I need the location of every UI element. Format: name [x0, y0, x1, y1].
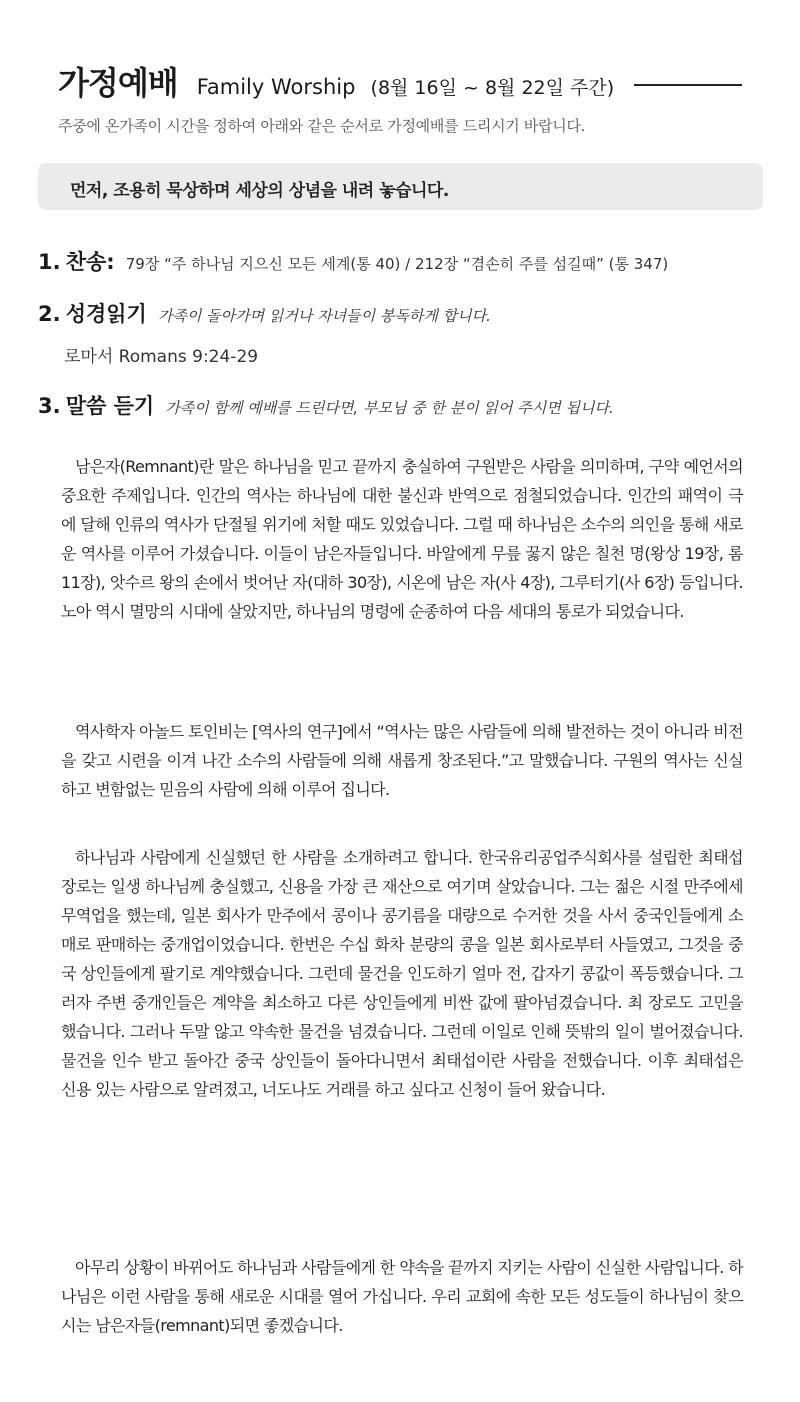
item-note: 가족이 함께 예배를 드린다면, 부모님 중 한 분이 읽어 주시면 됩니다. — [165, 399, 614, 417]
scripture-reference: 로마서 Romans 9:24-29 — [64, 347, 259, 367]
item-number: 3. — [38, 394, 61, 418]
sermon-paragraph: 역사학자 아놀드 토인비는 [역사의 연구]에서 “역사는 많은 사람들에 의해 발전하는 것이 아니라 비전을 갖고 시련을 이겨 나간 소수의 사람들에 의해 새롭게 창조된다.”고 말했습니다. 구원의 역사는 신실하고 변함없는 믿음의 사람에 의해 이루어 집니다. — [61, 722, 743, 799]
item-bible-reading — [38, 298, 491, 328]
item-note: 가족이 돌아가며 읽거나 자녀들이 봉독하게 합니다. — [157, 307, 491, 325]
page-title: 가정예배 — [58, 64, 178, 102]
item-sermon — [38, 390, 614, 420]
sermon-paragraph: 남은자(Remnant)란 말은 하나님을 믿고 끝까지 충실하여 구원받은 사람을 의미하며, 구약 예언서의 중요한 주제입니다. 인간의 역사는 하나님에 대한 불신과 반역으로 점철되었습니다. 인간의 패역이 극에 달해 인류의 역사가 단절될 위기에 처할 때도 있었습니다. 그럴 때 하나님은 소수의 의인을 통해 새로운 역사를 이루어 가셨습니다. 이들이 남은자들입니다. 바알에게 무릎 꿇지 않은 칠천 명(왕상 19장, 롬 11장), 앗수르 왕의 손에서 벗어난 자(대하 30장), 시온에 남은 자(사 4장), 그루터기(사 6장) 등입니다. 노아 역시 멸망의 시대에 살았지만, 하나님의 명령에 순종하여 다음 세대의 통로가 되었습니다. — [61, 457, 743, 621]
sermon-paragraph: 하나님과 사람에게 신실했던 한 사람을 소개하려고 합니다. 한국유리공업주식회사를 설립한 최태섭 장로는 일생 하나님께 충실했고, 신용을 가장 큰 재산으로 여기며 살았습니다. 그는 젊은 시절 만주에세 무역업을 했는데, 일본 회사가 만주에서 콩이나 콩기름을 대량으로 수거한 것을 사서 중국인들에게 소매로 판매하는 중개업이었습니다. 한번은 수십 화차 분량의 콩을 일본 회사로부터 사들였고, 그것을 중국 상인들에게 팔기로 계약했습니다. 그런데 물건을 인도하기 얼마 전, 갑자기 콩값이 폭등했습니다. 그러자 주변 중개인들은 계약을 최소하고 다른 상인들에게 비싼 값에 팔아넘겼습니다. 최 장로도 고민을 했습니다. 그러나 두말 않고 약속한 물건을 넘겼습니다. 그런데 이일로 인해 뜻밖의 일이 벌어졌습니다. 물건을 인수 받고 돌아간 중국 상인들이 돌아다니면서 최태섭이란 사람을 전했습니다. 이후 최태섭은 신용 있는 사람으로 알려졌고, 너도나도 거래를 하고 싶다고 신청이 들어 왔습니다. — [61, 848, 743, 1099]
item-title: 찬송: — [65, 250, 115, 274]
subtitle: 주중에 온가족이 시간을 정하여 아래와 같은 순서로 가정예배를 드리시기 바랍니다. — [58, 117, 586, 135]
item-hymn — [38, 246, 668, 276]
meditation-banner — [38, 163, 763, 210]
banner-text: 먼저, 조용히 묵상하며 세상의 상념을 내려 놓습니다. — [70, 181, 449, 201]
header-divider — [634, 84, 742, 86]
hymn-detail: 79장 “주 하나님 지으신 모든 세계(통 40) / 212장 “겸손히 주를 섬길때” (통 347) — [125, 255, 669, 273]
item-title: 성경읽기 — [65, 302, 147, 326]
item-title: 말씀 듣기 — [65, 394, 155, 418]
page-title-english: Family Worship — [196, 75, 356, 99]
sermon-paragraph: 아무리 상황이 바뀌어도 하나님과 사람들에게 한 약속을 끝까지 지키는 사람이 신실한 사람입니다. 하나님은 이런 사람을 통해 새로운 시대를 열어 가십니다. 우리 교회에 속한 모든 성도들이 하나님이 찾으시는 남은자들(remnant)되면 좋겠습니다. — [61, 1258, 743, 1335]
item-number: 1. — [38, 250, 61, 274]
worship-header — [58, 58, 742, 104]
item-number: 2. — [38, 302, 61, 326]
date-range: (8월 16일 ~ 8월 22일 주간) — [370, 77, 615, 99]
